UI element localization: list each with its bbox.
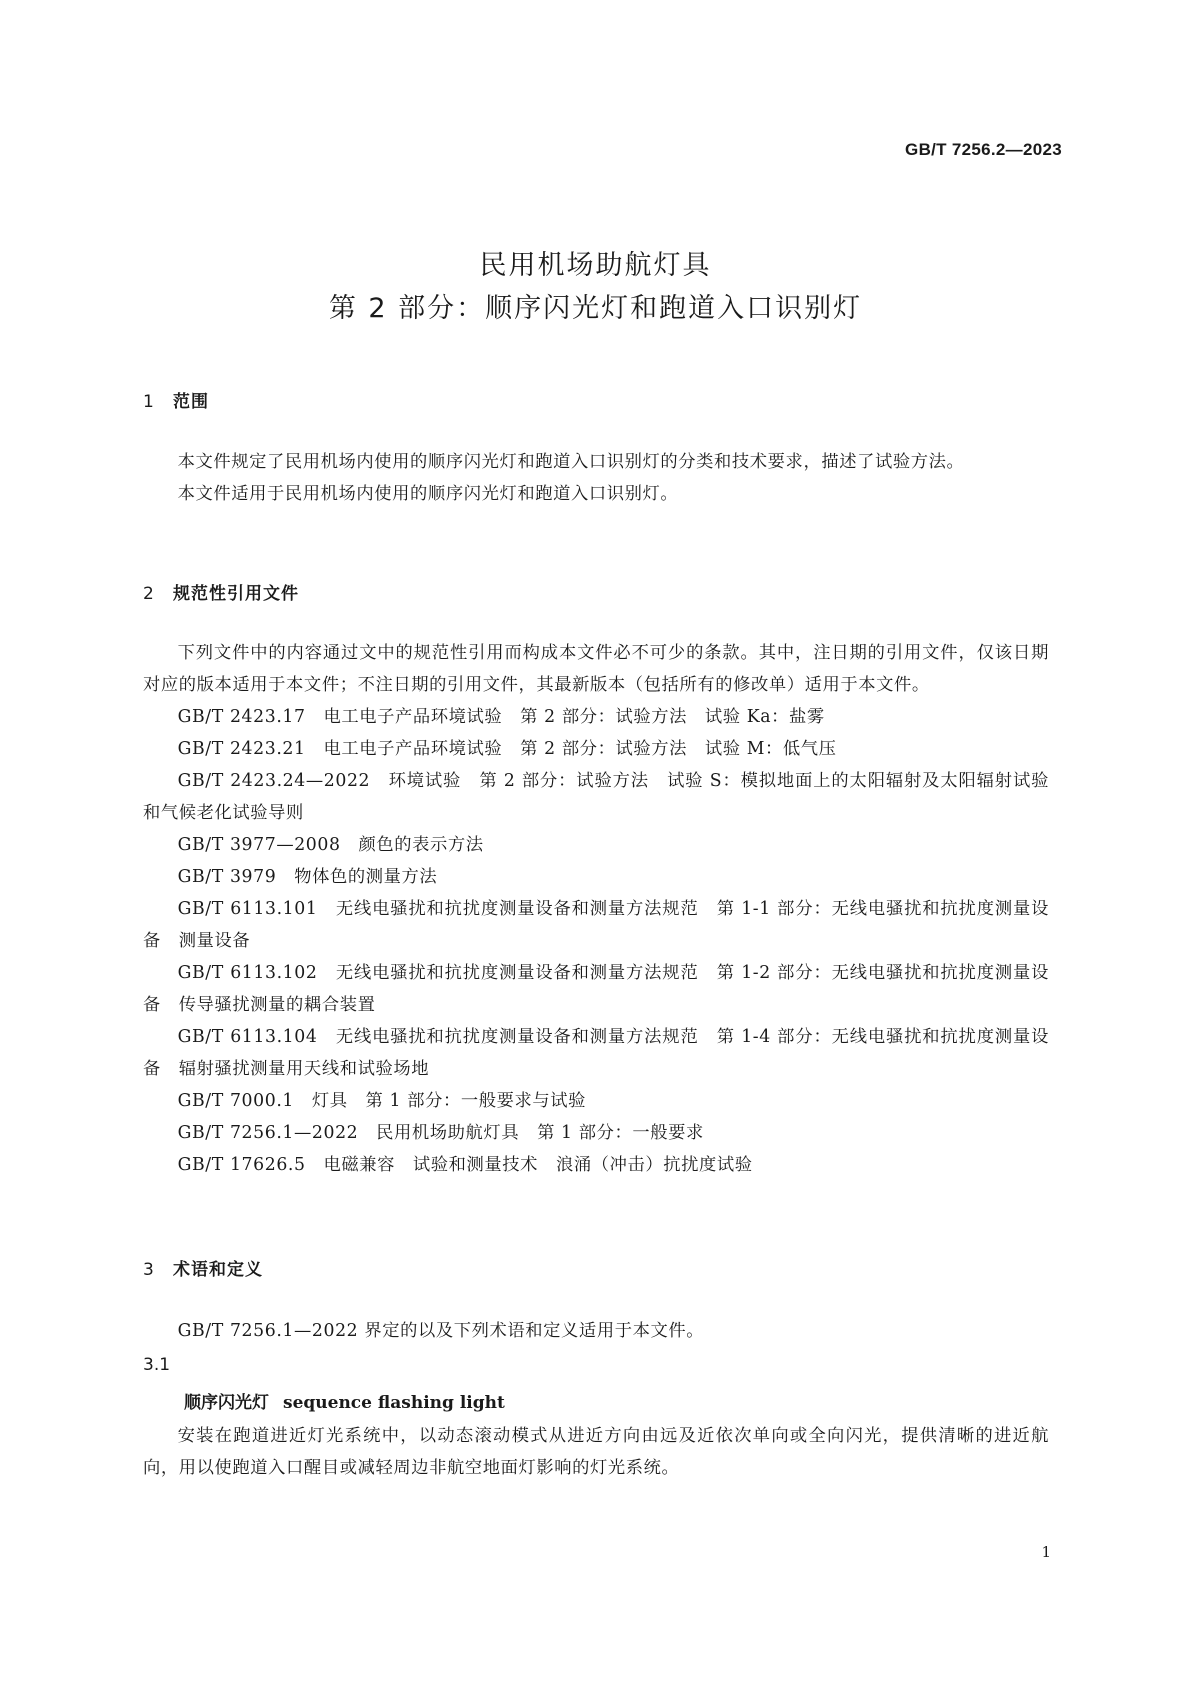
- term-definition-block: [143, 1420, 1049, 1484]
- reference-item: GB/T 7256.1—2022 民用机场助航灯具 第 1 部分：一般要求: [177, 1123, 704, 1143]
- section-1-heading: [143, 387, 209, 412]
- section-2-intro: 下列文件中的内容通过文中的规范性引用而构成本文件必不可少的条款。其中，注日期的引用文件，仅该日期对应的版本适用于本文件；不注日期的引用文件，其最新版本（包括所有的修改单）适用于本文件。: [143, 643, 1049, 695]
- reference-item: GB/T 2423.21 电工电子产品环境试验 第 2 部分：试验方法 试验 M：低气压: [177, 739, 837, 759]
- page-number: 1: [1041, 1543, 1051, 1561]
- standard-code: GB/T 7256.2—2023: [905, 140, 1062, 159]
- reference-item: GB/T 6113.102 无线电骚扰和抗扰度测量设备和测量方法规范 第 1-2 部分：无线电骚扰和抗扰度测量设备 传导骚扰测量的耦合装置: [143, 963, 1049, 1015]
- term-number: 3.1: [143, 1355, 171, 1375]
- reference-item: GB/T 7000.1 灯具 第 1 部分：一般要求与试验: [177, 1091, 587, 1111]
- reference-item: GB/T 2423.24—2022 环境试验 第 2 部分：试验方法 试验 S：模拟地面上的太阳辐射及太阳辐射试验和气候老化试验导则: [143, 771, 1049, 823]
- section-1-title: 范围: [173, 392, 209, 412]
- section-3-number: 3: [143, 1260, 155, 1280]
- document-title-line2: 第 2 部分：顺序闪光灯和跑道入口识别灯: [328, 293, 863, 324]
- section-2-body: [143, 637, 1049, 1181]
- section-2-number: 2: [143, 584, 155, 604]
- reference-item: GB/T 6113.101 无线电骚扰和抗扰度测量设备和测量方法规范 第 1-1 部分：无线电骚扰和抗扰度测量设备 测量设备: [143, 899, 1049, 951]
- section-1-paragraph-1: 本文件规定了民用机场内使用的顺序闪光灯和跑道入口识别灯的分类和技术要求，描述了试验方法。: [177, 452, 965, 472]
- reference-item: GB/T 3977—2008 颜色的表示方法: [177, 835, 484, 855]
- reference-item: GB/T 17626.5 电磁兼容 试验和测量技术 浪涌（冲击）抗扰度试验: [177, 1155, 753, 1175]
- reference-item: GB/T 3979 物体色的测量方法: [177, 867, 438, 887]
- term-name-en: sequence flashing light: [283, 1393, 505, 1413]
- reference-item: GB/T 6113.104 无线电骚扰和抗扰度测量设备和测量方法规范 第 1-4 部分：无线电骚扰和抗扰度测量设备 辐射骚扰测量用天线和试验场地: [143, 1027, 1049, 1079]
- term-heading: [184, 1388, 505, 1413]
- section-2-heading: [143, 579, 299, 604]
- term-name-cn: 顺序闪光灯: [184, 1393, 269, 1413]
- section-1-number: 1: [143, 392, 155, 412]
- document-title-line1: 民用机场助航灯具: [479, 250, 712, 281]
- term-definition: 安装在跑道进近灯光系统中，以动态滚动模式从进近方向由远及近依次单向或全向闪光，提供清晰的进近航向，用以使跑道入口醒目或减轻周边非航空地面灯影响的灯光系统。: [143, 1426, 1049, 1478]
- section-1-body: [143, 446, 1049, 510]
- section-3-title: 术语和定义: [173, 1260, 263, 1280]
- section-3-heading: [143, 1255, 263, 1280]
- section-3-intro: GB/T 7256.1—2022 界定的以及下列术语和定义适用于本文件。: [177, 1321, 705, 1341]
- reference-item: GB/T 2423.17 电工电子产品环境试验 第 2 部分：试验方法 试验 Ka：盐雾: [177, 707, 825, 727]
- section-1-paragraph-2: 本文件适用于民用机场内使用的顺序闪光灯和跑道入口识别灯。: [177, 484, 679, 504]
- section-2-title: 规范性引用文件: [173, 584, 299, 604]
- section-3-intro-block: [143, 1315, 1049, 1347]
